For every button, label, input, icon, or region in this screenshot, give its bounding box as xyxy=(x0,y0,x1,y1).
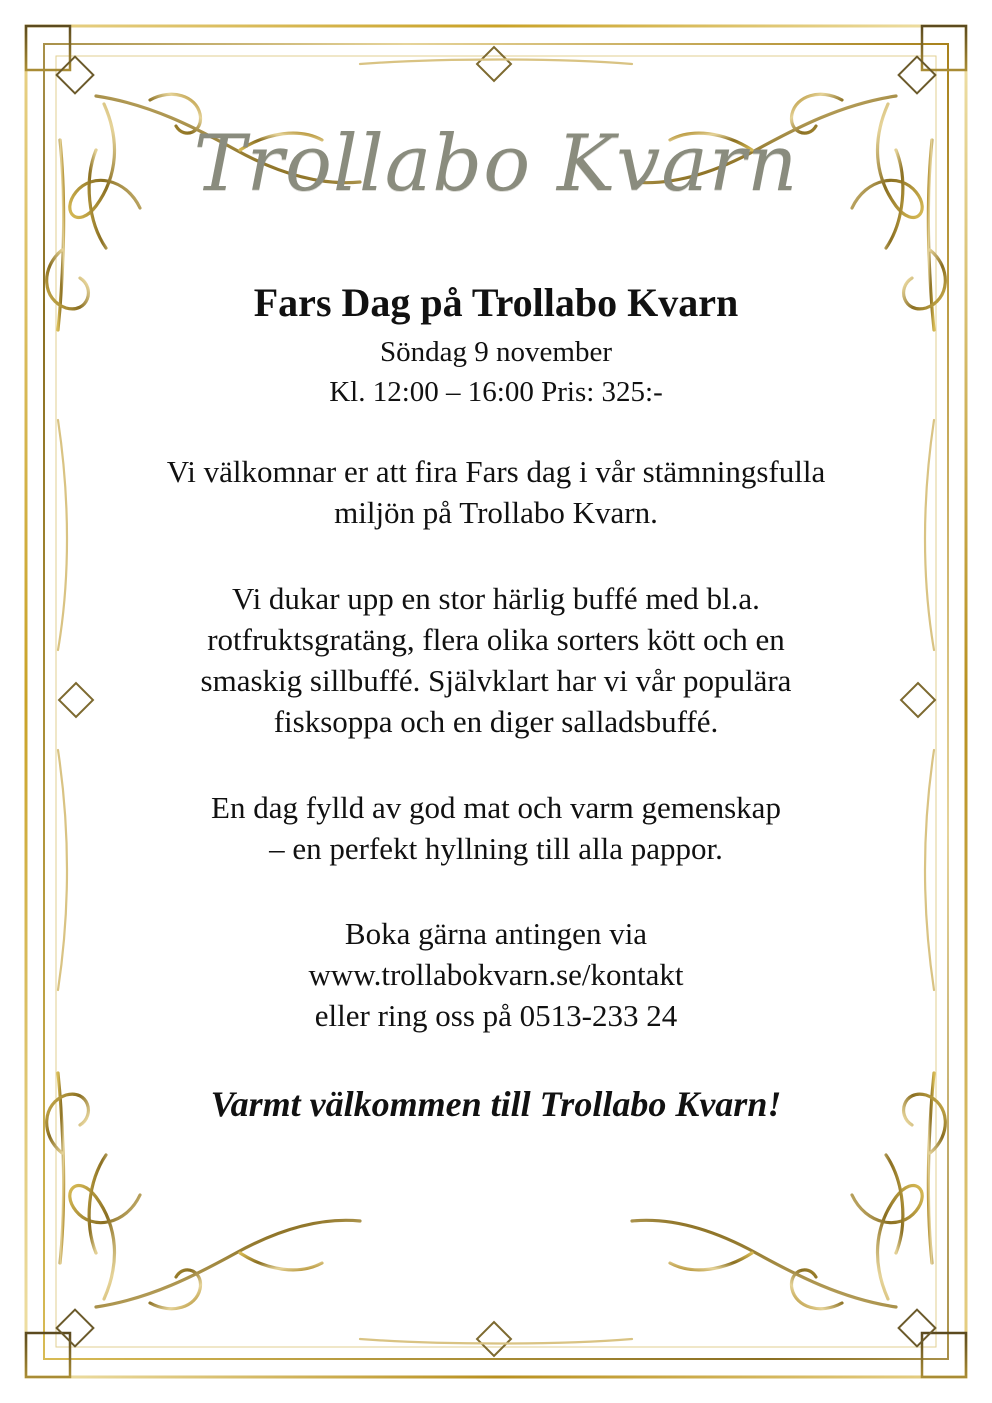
booking-intro: Boka gärna antingen via xyxy=(344,916,648,952)
paragraph-tribute xyxy=(116,787,876,869)
closing-line: Varmt välkommen till Trollabo Kvarn! xyxy=(210,1083,782,1124)
event-date: Söndag 9 november xyxy=(380,335,612,368)
booking-phone[interactable]: eller ring oss på 0513-233 24 xyxy=(314,998,678,1034)
page-title: Fars Dag på Trollabo Kvarn xyxy=(253,279,739,325)
paragraph-line: Vi dukar upp en stor härlig buffé med bl.a. xyxy=(232,580,760,616)
paragraph-buffet xyxy=(116,578,876,743)
paragraph-line: En dag fylld av god mat och varm gemenskap xyxy=(211,789,781,825)
paragraph-line: fisksoppa och en diger salladsbuffé. xyxy=(273,704,719,740)
paragraph-line: – en perfekt hyllning till alla pappor. xyxy=(269,830,723,866)
paragraph-line: Vi välkomnar er att fira Fars dag i vår stämningsfulla xyxy=(166,454,826,490)
paragraph-line: rotfruktsgratäng, flera olika sorters kött och en xyxy=(207,621,785,657)
paragraph-line: smaskig sillbuffé. Självklart har vi vår populära xyxy=(200,663,792,699)
paragraph-line: miljön på Trollabo Kvarn. xyxy=(334,495,658,531)
brand-title: Trollabo Kvarn xyxy=(193,119,799,209)
paragraph-welcome xyxy=(116,451,876,533)
paragraph-booking xyxy=(116,913,876,1037)
booking-website[interactable]: www.trollabokvarn.se/kontakt xyxy=(308,957,684,993)
event-time-price: Kl. 12:00 – 16:00 Pris: 325:- xyxy=(329,375,663,408)
poster-content xyxy=(96,96,896,1311)
